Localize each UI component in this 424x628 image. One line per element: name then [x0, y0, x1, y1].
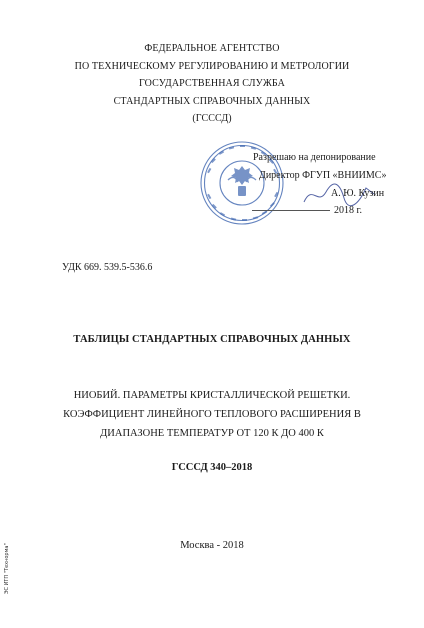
agency-line: (ГСССД)	[192, 113, 232, 124]
side-note: ЭС ИТП "Технорма"	[4, 543, 10, 594]
city-year: Москва - 2018	[180, 540, 244, 551]
subject-line: КОЭФФИЦИЕНТ ЛИНЕЙНОГО ТЕПЛОВОГО РАСШИРЕНИЯ В	[63, 409, 361, 420]
subject-line: ДИАПАЗОНЕ ТЕМПЕРАТУР ОТ 120 К ДО 400 К	[100, 428, 324, 439]
side-watermark	[4, 543, 14, 628]
subject-line: НИОБИЙ. ПАРАМЕТРЫ КРИСТАЛЛИЧЕСКОЙ РЕШЕТКИ.	[73, 390, 351, 401]
date-blank-line	[252, 210, 330, 211]
agency-line: СТАНДАРТНЫХ СПРАВОЧНЫХ ДАННЫХ	[113, 95, 311, 107]
document-subject	[0, 386, 424, 443]
document-title: ТАБЛИЦЫ СТАНДАРТНЫХ СПРАВОЧНЫХ ДАННЫХ	[73, 334, 351, 345]
approval-director: Директор ФГУП «ВНИИМС»	[259, 169, 387, 181]
agency-line: ПО ТЕХНИЧЕСКОМУ РЕГУЛИРОВАНИЮ И МЕТРОЛОГИИ	[74, 60, 350, 72]
approval-block	[246, 149, 416, 220]
udk-code: УДК 669. 539.5-536.6	[62, 262, 153, 273]
approval-year: 2018 г.	[334, 205, 362, 217]
agency-line: ГОСУДАРСТВЕННАЯ СЛУЖБА	[139, 78, 285, 89]
document-code: ГСССД 340–2018	[171, 462, 253, 473]
agency-header	[0, 40, 424, 128]
agency-line: ФЕДЕРАЛЬНОЕ АГЕНТСТВО	[144, 43, 280, 54]
approval-date	[246, 202, 416, 220]
approval-permission: Разрешаю на депонирование	[253, 152, 376, 163]
approval-signer: А. Ю. Кузин	[331, 187, 385, 199]
